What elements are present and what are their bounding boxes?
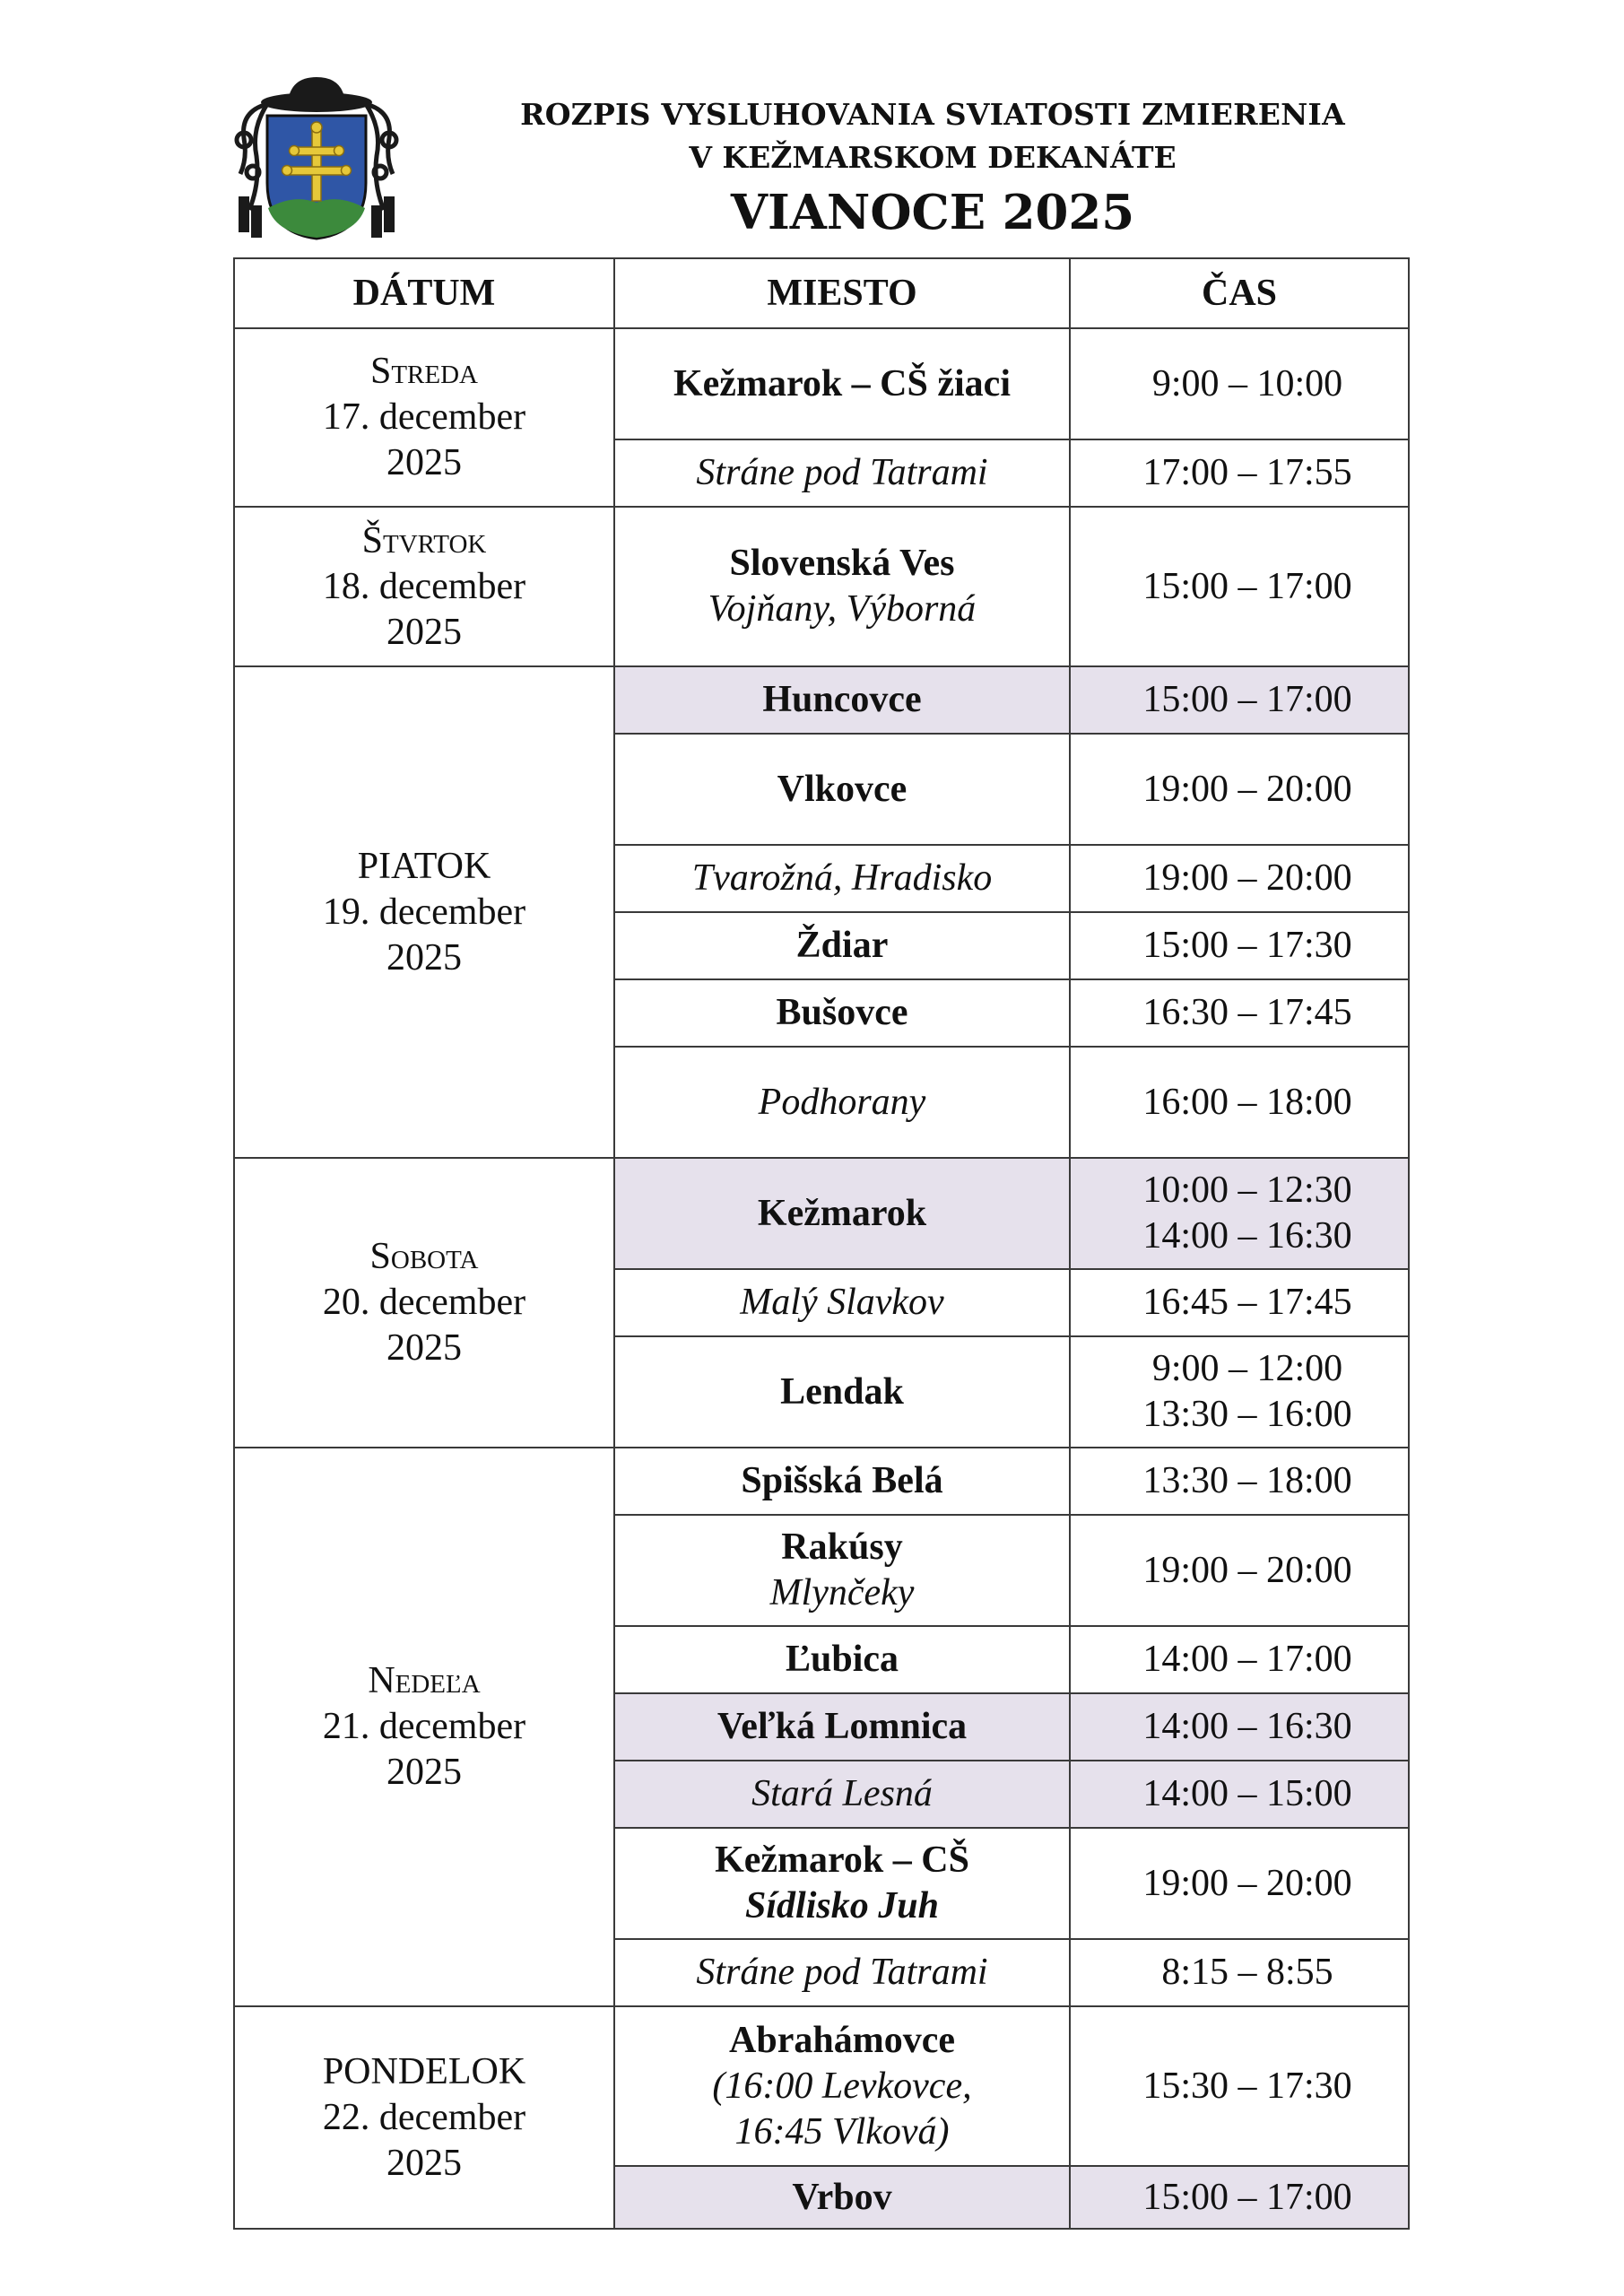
place-cell: Stráne pod Tatrami <box>614 439 1070 507</box>
day-date: 17. december <box>322 396 526 438</box>
time-range: 15:00 – 17:00 <box>1142 679 1352 720</box>
place-name: Abrahámovce <box>729 2019 955 2061</box>
place-sub: Vojňany, Výborná <box>708 588 977 630</box>
column-header-place: MIESTO <box>614 258 1070 328</box>
time-cell <box>1070 1515 1409 1626</box>
time-range: 19:00 – 20:00 <box>1142 857 1352 899</box>
place-cell <box>614 1828 1070 1939</box>
day-cell <box>234 666 614 1158</box>
time-cell <box>1070 2166 1409 2229</box>
place-sub: (16:00 Levkovce, <box>712 2065 972 2107</box>
title-line-2: V KEŽMARSKOM DEKANÁTE <box>689 140 1177 175</box>
title-line-1: ROZPIS VYSLUHOVANIA SVIATOSTI ZMIERENIA <box>520 97 1345 132</box>
time-range: 16:00 – 18:00 <box>1142 1081 1352 1123</box>
time-cell <box>1070 912 1409 979</box>
time-range: 15:00 – 17:00 <box>1142 2176 1352 2218</box>
document-header <box>502 93 1363 246</box>
table-row <box>234 1158 1409 1269</box>
time-cell <box>1070 2006 1409 2166</box>
place-name: Slovenská Ves <box>729 543 955 584</box>
day-name: Streda <box>369 351 478 392</box>
day-cell <box>234 1158 614 1448</box>
schedule-table <box>233 257 1410 2230</box>
place-cell <box>614 507 1070 666</box>
time-cell <box>1070 979 1409 1047</box>
time-range: 10:00 – 12:30 <box>1142 1170 1352 1211</box>
time-range: 15:30 – 17:30 <box>1142 2065 1352 2107</box>
time-cell <box>1070 666 1409 734</box>
day-cell <box>234 2006 614 2229</box>
time-cell <box>1070 845 1409 912</box>
time-range: 8:15 – 8:55 <box>1161 1952 1333 1993</box>
time-cell <box>1070 1693 1409 1761</box>
table-header-row <box>234 258 1409 328</box>
time-range: 14:00 – 15:00 <box>1142 1773 1352 1814</box>
time-range: 16:45 – 17:45 <box>1142 1282 1352 1323</box>
time-cell <box>1070 1269 1409 1336</box>
table-row <box>234 1448 1409 1515</box>
time-range: 19:00 – 20:00 <box>1142 1862 1352 1904</box>
time-cell <box>1070 1448 1409 1515</box>
day-cell <box>234 507 614 666</box>
day-year: 2025 <box>386 2142 462 2184</box>
time-cell <box>1070 507 1409 666</box>
place-cell: Kežmarok – CŠ žiaci <box>614 328 1070 439</box>
place-sub: Sídlisko Juh <box>745 1885 939 1926</box>
title-line-3: VIANOCE 2025 <box>730 185 1135 240</box>
day-year: 2025 <box>386 611 462 653</box>
day-date: 18. december <box>322 565 526 607</box>
place-name: Rakúsy <box>781 1526 903 1568</box>
day-year: 2025 <box>386 936 462 978</box>
time-cell <box>1070 1047 1409 1158</box>
time-cell <box>1070 1828 1409 1939</box>
time-range: 19:00 – 20:00 <box>1142 768 1352 810</box>
day-year: 2025 <box>386 1327 462 1369</box>
day-date: 20. december <box>322 1282 526 1323</box>
place-cell: Malý Slavkov <box>614 1269 1070 1336</box>
coat-of-arms-icon <box>231 75 402 246</box>
day-year: 2025 <box>386 442 462 483</box>
day-date: 22. december <box>322 2096 526 2138</box>
time-range: 13:30 – 18:00 <box>1142 1460 1352 1501</box>
day-cell <box>234 1448 614 2006</box>
place-cell: Vlkovce <box>614 734 1070 845</box>
table-row <box>234 328 1409 439</box>
table-row <box>234 2006 1409 2166</box>
place-cell: Podhorany <box>614 1047 1070 1158</box>
day-name: Štvrtok <box>361 519 487 561</box>
time-range: 13:30 – 16:00 <box>1142 1394 1352 1435</box>
time-range: 14:00 – 16:30 <box>1142 1706 1352 1747</box>
place-cell: Ľubica <box>614 1626 1070 1693</box>
place-cell: Vrbov <box>614 2166 1070 2229</box>
table-row <box>234 666 1409 734</box>
table-row <box>234 507 1409 666</box>
place-cell <box>614 2006 1070 2166</box>
time-cell <box>1070 1939 1409 2006</box>
time-range: 14:00 – 17:00 <box>1142 1639 1352 1680</box>
day-date: 19. december <box>322 891 526 933</box>
day-name: PONDELOK <box>322 2050 526 2092</box>
time-cell <box>1070 328 1409 439</box>
place-sub: Mlynčeky <box>769 1572 915 1613</box>
time-cell <box>1070 439 1409 507</box>
time-range: 16:30 – 17:45 <box>1142 992 1352 1033</box>
time-cell <box>1070 1336 1409 1448</box>
time-range: 15:00 – 17:30 <box>1142 925 1352 966</box>
time-range: 9:00 – 12:00 <box>1151 1348 1343 1389</box>
place-sub: 16:45 Vlková) <box>734 2110 950 2152</box>
place-cell: Veľká Lomnica <box>614 1693 1070 1761</box>
day-date: 21. december <box>322 1706 526 1747</box>
column-header-time: ČAS <box>1070 258 1409 328</box>
day-name: Nedeľa <box>368 1660 481 1701</box>
time-range: 14:00 – 16:30 <box>1142 1215 1352 1257</box>
time-cell <box>1070 1626 1409 1693</box>
day-cell <box>234 328 614 507</box>
place-name: Kežmarok – CŠ <box>715 1839 969 1881</box>
time-range: 17:00 – 17:55 <box>1142 452 1352 493</box>
column-header-date: DÁTUM <box>234 258 614 328</box>
time-range: 9:00 – 10:00 <box>1151 362 1343 404</box>
day-name: PIATOK <box>357 845 491 887</box>
time-range: 19:00 – 20:00 <box>1142 1549 1352 1591</box>
time-cell <box>1070 1158 1409 1269</box>
time-cell <box>1070 1761 1409 1828</box>
place-cell <box>614 1515 1070 1626</box>
place-cell: Kežmarok <box>614 1158 1070 1269</box>
place-cell: Stará Lesná <box>614 1761 1070 1828</box>
place-cell: Huncovce <box>614 666 1070 734</box>
place-cell: Tvarožná, Hradisko <box>614 845 1070 912</box>
time-cell <box>1070 734 1409 845</box>
day-year: 2025 <box>386 1752 462 1793</box>
time-range: 15:00 – 17:00 <box>1142 565 1352 607</box>
place-cell: Bušovce <box>614 979 1070 1047</box>
place-cell: Ždiar <box>614 912 1070 979</box>
place-cell: Stráne pod Tatrami <box>614 1939 1070 2006</box>
day-name: Sobota <box>369 1236 479 1277</box>
place-cell: Lendak <box>614 1336 1070 1448</box>
place-cell: Spišská Belá <box>614 1448 1070 1515</box>
